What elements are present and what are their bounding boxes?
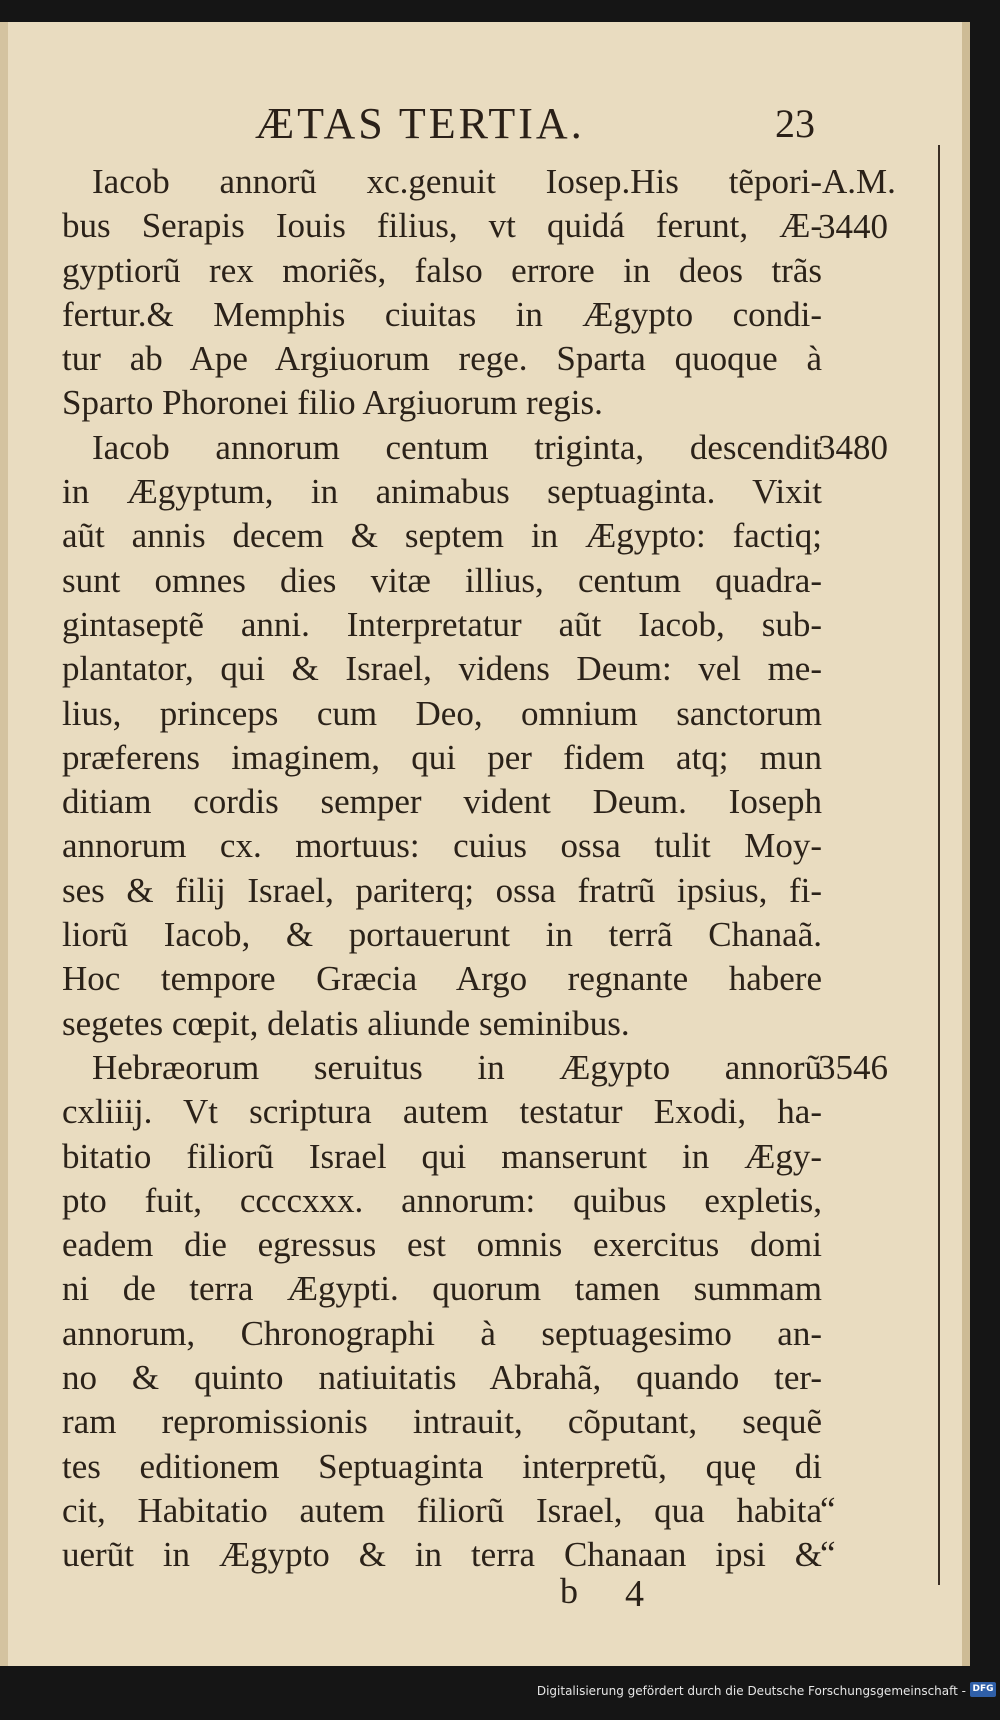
page-header	[0, 98, 962, 148]
text-line: fertur.& Memphis ciuitas in Ægypto condi-	[62, 294, 822, 334]
text-line: tes editionem Septuaginta interpretũ, quę di	[62, 1446, 822, 1486]
margin-anno-mundi: A.M.	[822, 162, 896, 201]
signature-line	[0, 1570, 962, 1620]
text-line: ditiam cordis semper vident Deum. Ioseph	[62, 782, 822, 822]
text-line: gintaseptẽ anni. Interpretatur aũt Iacob, sub-	[62, 604, 822, 644]
margin-year: 3480	[818, 428, 888, 467]
margin-year: 3546	[818, 1048, 888, 1087]
text-line: Iacob annorũ xc.genuit Iosep.His tẽpori-	[92, 162, 822, 201]
page-fore-edge	[962, 22, 970, 1666]
text-line: cit, Habitatio autem filiorũ Israel, qua habita	[62, 1490, 822, 1530]
signature-number: 4	[625, 1573, 644, 1615]
text-line: cxliiij. Vt scriptura autem testatur Exodi, ha-	[62, 1092, 822, 1132]
signature-mark: b	[560, 1571, 578, 1611]
margin-year: 3440	[818, 207, 888, 246]
margin-rule	[938, 145, 940, 1585]
text-line: Sparto Phoronei filio Argiuorum regis.	[62, 383, 603, 423]
text-line: segetes cœpit, delatis aliunde seminibus.	[62, 1003, 630, 1043]
text-line: annorum cx. mortuus: cuius ossa tulit Moy-	[62, 826, 822, 866]
text-line: præferens imaginem, qui per fidem atq; mun	[62, 737, 822, 777]
text-line: in Ægyptum, in animabus septuaginta. Vixit	[62, 472, 822, 512]
page-number: 23	[775, 101, 815, 146]
footer-bar	[0, 1666, 1000, 1720]
text-line: annorum, Chronographi à septuagesimo an-	[62, 1313, 822, 1353]
text-line: Iacob annorum centum triginta, descendit	[92, 427, 822, 467]
text-line: tur ab Ape Argiuorum rege. Sparta quoque à	[62, 339, 822, 379]
text-line: ses & filij Israel, pariterq; ossa fratrũ ipsius, fi-	[62, 870, 822, 910]
text-line: lius, princeps cum Deo, omnium sanctorum	[62, 693, 822, 733]
main-text-block	[62, 160, 822, 1578]
text-line: no & quinto natiuitatis Abrahã, quando ter-	[62, 1358, 822, 1398]
text-line: ni de terra Ægypti. quorum tamen summam	[62, 1269, 822, 1309]
funding-credit: Digitalisierung gefördert durch die Deutsche Forschungsgemeinschaft -	[536, 1684, 966, 1698]
text-line: liorũ Iacob, & portauerunt in terrã Chanaã.	[62, 915, 822, 955]
text-line: bus Serapis Iouis filius, vt quidá ferunt, Æ-	[62, 206, 822, 246]
text-line: ram repromissionis intrauit, cõputant, sequẽ	[62, 1402, 822, 1442]
text-line: pto fuit, ccccxxx. annorum: quibus expletis,	[62, 1180, 822, 1220]
text-line: Hebræorum seruitus in Ægypto annorũ	[92, 1047, 822, 1087]
text-line: aũt annis decem & septem in Ægypto: factiq;	[62, 516, 822, 556]
running-title: ÆTAS TERTIA.	[255, 99, 585, 148]
text-line: uerũt in Ægypto & in terra Chanaan ipsi &	[62, 1535, 822, 1575]
dfg-logo: DFG	[970, 1682, 996, 1697]
margin-quote-mark: “	[820, 1534, 836, 1573]
margin-quote-mark: “	[820, 1490, 836, 1529]
text-line: plantator, qui & Israel, videns Deum: vel me-	[62, 649, 822, 689]
text-line: bitatio filiorũ Israel qui manserunt in Ægy-	[62, 1136, 822, 1176]
text-line: eadem die egressus est omnis exercitus domi	[62, 1225, 822, 1265]
text-line: Hoc tempore Græcia Argo regnante habere	[62, 959, 822, 999]
text-line: sunt omnes dies vitæ illius, centum quadra-	[62, 560, 822, 600]
text-line: gyptiorũ rex moriẽs, falso errore in deos trãs	[62, 250, 822, 290]
